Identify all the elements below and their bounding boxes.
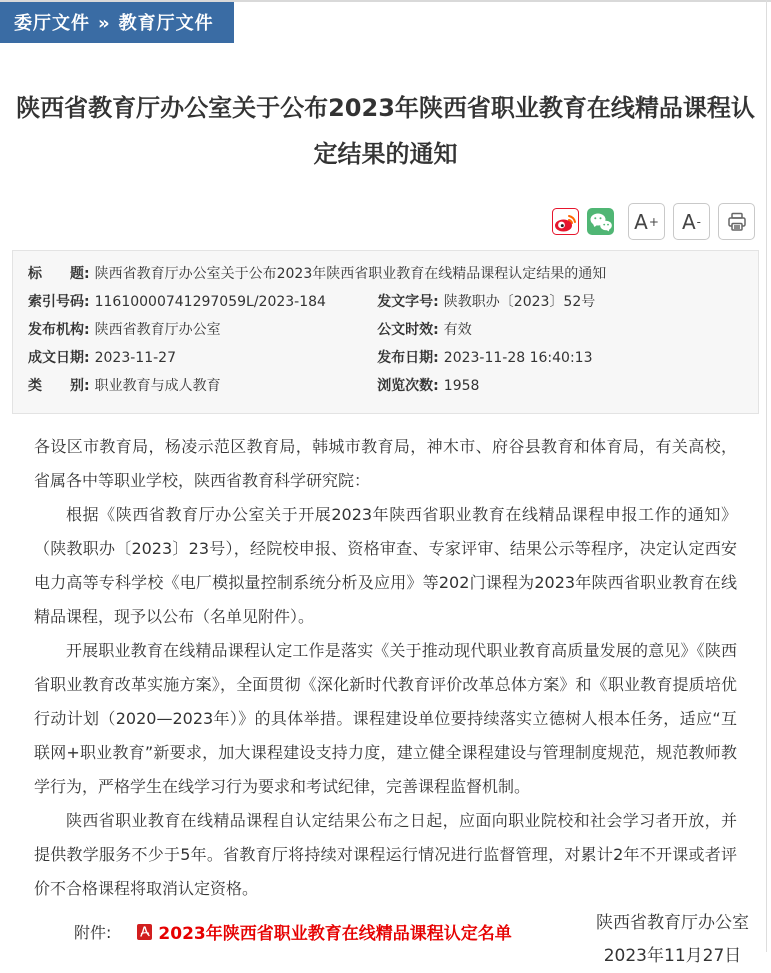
meta-views-value: 1958 [443,378,480,394]
body-paragraph-3: 陕西省职业教育在线精品课程自认定结果公布之日起，应面向职业院校和社会学习者开放，并提供教学服务不少于5年。省教育厅将持续对课程运行情况进行监督管理，对累计2年不开课或者评价不合格课程将取消认定资格。 [34,811,737,898]
meta-validity-label: 公文时效: [377,322,439,338]
document-meta-box [12,250,759,414]
breadcrumb-current-link[interactable]: 教育厅文件 [118,13,214,34]
signature-date: 2023年11月27日 [603,946,742,966]
meta-row-3 [28,344,748,372]
meta-category-value: 职业教育与成人教育 [94,378,221,394]
printer-icon [726,211,748,233]
font-increase-button[interactable] [628,203,665,240]
meta-index-value: 11610000741297059L/2023-184 [94,294,326,310]
meta-row-2 [28,316,748,344]
font-increase-label: A [634,209,648,234]
body-salutation: 各设区市教育局，杨凌示范区教育局，韩城市教育局，神木市、府谷县教育和体育局，有关高校，省属各中等职业学校，陕西省教育科学研究院： [34,437,737,490]
weibo-share-icon[interactable] [552,208,579,235]
print-button[interactable] [718,203,755,240]
font-increase-plus: + [648,214,659,229]
signature-block [596,907,749,973]
attachment-label: 附件: [74,923,112,942]
meta-publisher-value: 陕西省教育厅办公室 [94,322,221,338]
wechat-share-icon[interactable] [587,208,614,235]
signature-org: 陕西省教育厅办公室 [596,913,749,933]
attachment-link[interactable]: 2023年陕西省职业教育在线精品课程认定名单 [158,924,512,944]
document-body [34,430,737,906]
content-right-border [766,0,767,952]
meta-publisher-label: 发布机构: [28,322,90,338]
meta-title-label: 标 题: [28,266,90,282]
meta-publish-date-value: 2023-11-28 16:40:13 [443,350,593,366]
meta-row-1 [28,288,748,316]
font-decrease-label: A [681,209,696,234]
meta-publish-date-label: 发布日期: [377,350,439,366]
body-paragraph-1: 根据《陕西省教育厅办公室关于开展2023年陕西省职业教育在线精品课程申报工作的通知》（陕教职办〔2023〕23号），经院校申报、资格审查、专家评审、结果公示等程序，决定认定西安电力高等专科学校《电厂模拟量控制系统分析及应用》等202门课程为2023年陕西省职业教育在线精品课程，现予以公布（名单见附件）。 [34,505,737,626]
breadcrumb-separator: » [98,13,111,34]
breadcrumb [0,2,234,43]
meta-title-value: 陕西省教育厅办公室关于公布2023年陕西省职业教育在线精品课程认定结果的通知 [94,266,607,282]
font-decrease-button[interactable] [673,203,710,240]
meta-written-date-label: 成文日期: [28,350,90,366]
meta-views-label: 浏览次数: [377,378,439,394]
font-decrease-minus: - [696,214,702,229]
meta-row-title [28,260,748,288]
body-paragraph-2: 开展职业教育在线精品课程认定工作是落实《关于推动现代职业教育高质量发展的意见》《陕西省职业教育改革实施方案》，全面贯彻《深化新时代教育评价改革总体方案》和《职业教育提质培优行动计划（2020—2023年）》的具体举措。课程建设单位要持续落实立德树人根本任务，适应“互联网+职业教育”新要求，加大课程建设支持力度，建立健全课程建设与管理制度规范，规范教师教学行为，严格学生在线学习行为要求和考试纪律，完善课程监督机制。 [34,641,737,796]
meta-docnumber-label: 发文字号: [377,294,439,310]
meta-validity-value: 有效 [443,322,472,338]
breadcrumb-section-link[interactable]: 委厅文件 [14,13,90,34]
toolbar [0,203,755,240]
meta-index-label: 索引号码: [28,294,90,310]
meta-row-4 [28,372,748,400]
page-title: 陕西省教育厅办公室关于公布2023年陕西省职业教育在线精品课程认定结果的通知 [16,94,755,168]
meta-category-label: 类 别: [28,378,90,394]
pdf-file-icon [137,924,152,940]
meta-written-date-value: 2023-11-27 [94,350,176,366]
meta-docnumber-value: 陕教职办〔2023〕52号 [443,294,596,310]
